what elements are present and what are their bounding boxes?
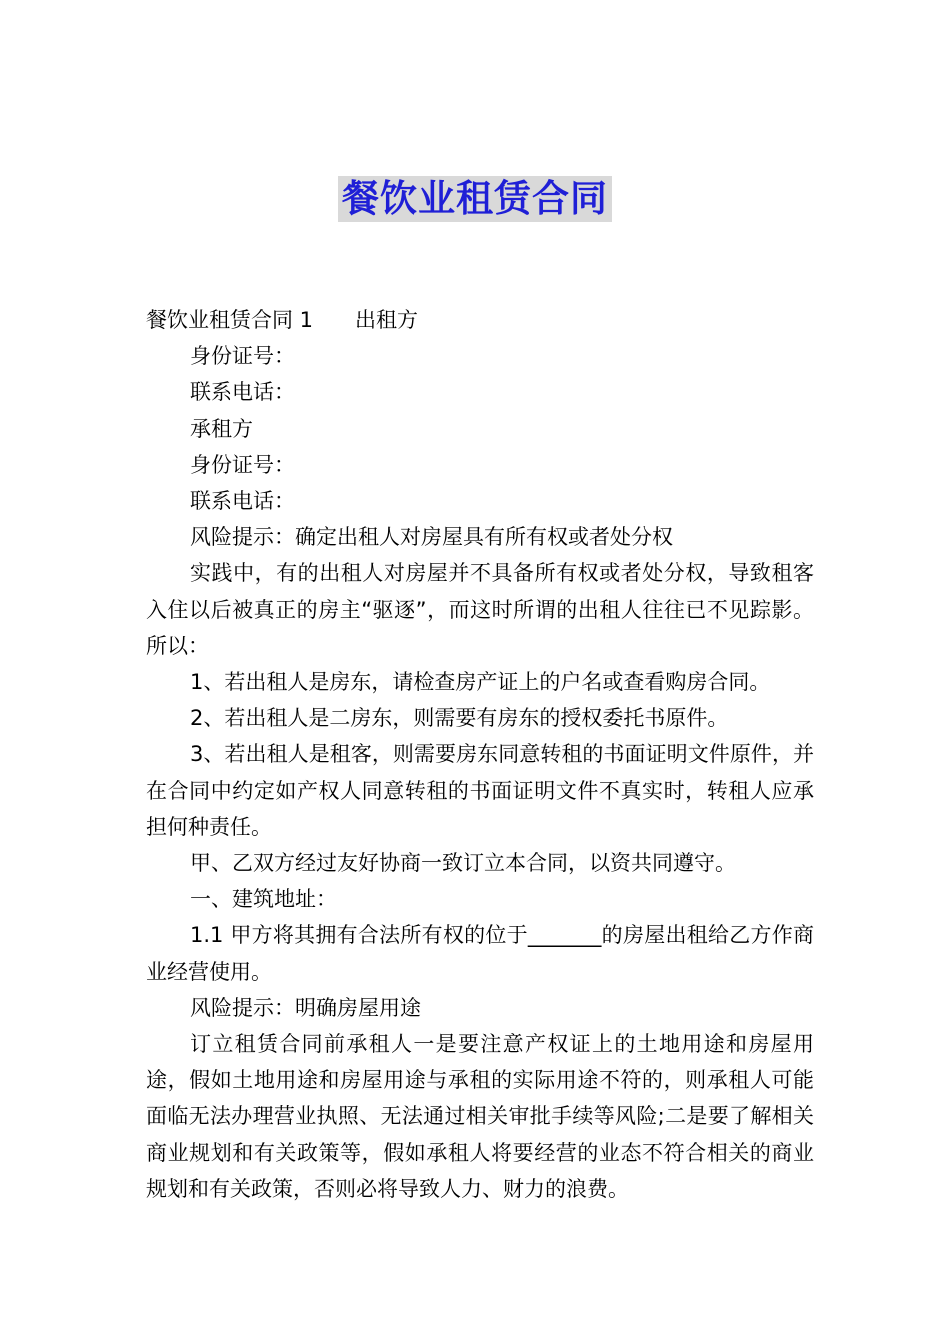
- document-body: [146, 302, 814, 1207]
- heading-left: 餐饮业租赁合同 1: [146, 308, 314, 332]
- heading-line: [146, 302, 814, 338]
- title-container: [0, 176, 950, 222]
- paragraph-risk-ownership: 风险提示：确定出租人对房屋具有所有权或者处分权: [190, 525, 673, 550]
- paragraph-item-3: 3、若出租人是租客，则需要房东同意转租的书面证明文件原件，并在合同中约定如产权人同意转租的书面证明文件不真实时，转租人应承担何种责任。: [146, 742, 814, 839]
- paragraph-agreement: 甲、乙双方经过友好协商一致订立本合同，以资共同遵守。: [190, 851, 736, 876]
- paragraph-risk-usage: 风险提示：明确房屋用途: [190, 995, 421, 1020]
- paragraph-lessor-phone: 联系电话：: [190, 380, 295, 405]
- paragraph-practice: 实践中，有的出租人对房屋并不具备所有权或者处分权，导致租客入住以后被真正的房主“驱逐”，而这时所谓的出租人往往已不见踪影。所以：: [146, 561, 814, 658]
- section-address-heading: 一、建筑地址：: [190, 887, 337, 912]
- paragraph-lessee-id: 身份证号：: [190, 452, 295, 477]
- paragraph-lessee: 承租方: [190, 416, 253, 441]
- paragraph-item-1: 1、若出租人是房东，请检查房产证上的户名或查看购房合同。: [190, 670, 771, 695]
- clause-1-1: 1.1 甲方将其拥有合法所有权的位于_______的房屋出租给乙方作商业经营使用。: [146, 923, 814, 984]
- paragraph-item-2: 2、若出租人是二房东，则需要有房东的授权委托书原件。: [190, 706, 729, 731]
- heading-right: 出租方: [355, 308, 419, 332]
- document-title: 餐饮业租赁合同: [338, 176, 612, 222]
- paragraph-lessee-phone: 联系电话：: [190, 489, 295, 514]
- paragraph-usage-detail: 订立租赁合同前承租人一是要注意产权证上的土地用途和房屋用途，假如土地用途和房屋用途与承租的实际用途不符的，则承租人可能面临无法办理营业执照、无法通过相关审批手续等风险;二是要了解相关商业规划和有关政策等，假如承租人将要经营的业态不符合相关的商业规划和有关政策，否则必将导致人力、财力的浪费。: [146, 1032, 814, 1201]
- paragraph-lessor-id: 身份证号：: [190, 344, 295, 369]
